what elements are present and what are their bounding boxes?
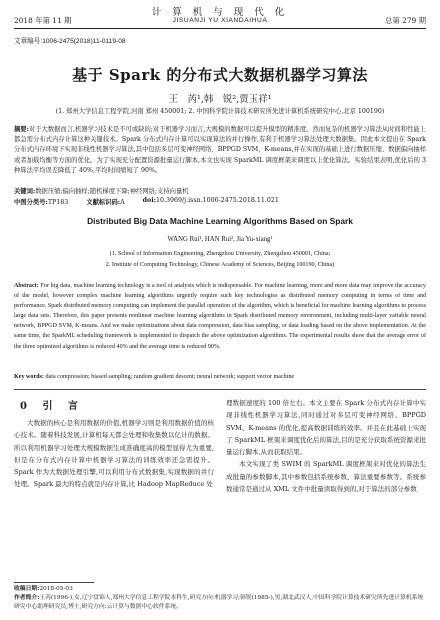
- affiliation-cn: (1. 郑州大学信息工程学院,河南 郑州 450001; 2. 中国科学院计算技术研究所先进计算机系统研究中心,北京 100190): [55, 108, 385, 115]
- section-divider: [14, 389, 426, 390]
- clc-item: [14, 197, 68, 206]
- body-column-right: [226, 397, 426, 495]
- abstract-cn-label: 摘要:: [14, 126, 29, 133]
- journal-name-cn: 计 算 机 与 现 代 化: [151, 7, 289, 18]
- paper-title-en: Distributed Big Data Machine Learning Algorithms Based on Spark: [87, 216, 353, 226]
- affiliation-en-2: 2. Institute of Computing Technology, Chinese Academy of Sciences, Beijing 100190, China): [105, 262, 335, 268]
- body-paragraph: 本文实现了类 SWIM 的 SparkML 调度框架来对优化的算法生成批量的参数脚本,其中参数包括系统参数、算法重要参数等。系统参数通常是通过从 XML 文件中批量读取得到的,对于算法的部分参数: [226, 460, 426, 494]
- author-bio-text: 王芮(1996-),女,辽宁盘锦人,郑州大学信息工程学院本科生,研究方向:机器学习;韩锐(1985-),男,湖北武汉人,中国科学院计算技术研究所先进计算机系统研究中心助理研究员,博士,研究方向:云计算与数据中心软件系统。: [14, 595, 424, 610]
- author-bio-label: 作者简介:: [14, 595, 40, 601]
- authors-cn: 王 芮¹,韩 锐²,贾玉祥¹: [168, 94, 272, 105]
- abstract-cn-text: 对于大数据而言,机器学习技术是不可或缺的;对于机器学习而言,大规模的数据可以提升模型的精准度。然而复杂的机器学习算法从时间和性能上都急需分布式内存计算这种关键技术。Spark 分布式内存计算可以实现算法的并行操作,有利于机器学习算法处理大数据集。因此本文提出在 Spark 分布式内存环境下实现非线性机器学习算法,其中包括多层可变神经网络、BPPGD SVM、K-means,并在实现的基础上进行数据压缩、数据偏向抽样或者加载均衡等方面的优化。为了实现充分配置资源批量运行脚本,本文也实现 SparkML 调度框架来调度以上优化算法。实验结果表明,优化后的 3 种算法平均误差降低了 40%,平均时间缩短了 90%。: [14, 126, 426, 174]
- abstract-en-label: Abstract:: [14, 283, 39, 289]
- classification-line: [14, 197, 426, 206]
- section-number: 0: [20, 401, 33, 412]
- abstract-cn: [14, 125, 426, 176]
- body-column-left: [14, 397, 214, 491]
- abstract-en-text: For big data, machine learning technology is a tool of analysis which is indispensable. For machine learning, more and more data may improve the accuracy of the model, however complex machine learning algorithms urgently require such key technologies as distributed memory computing in terms of time and performance. Spark distributed memory computing can implement the parallel operation of the algorithm, which is beneficial for machine learning algorithms to process large data sets. Therefore, this paper presents nonlinear machine learning algorithms in Spark distributed memory environment, including multi-layer variable neural network, BPPGD SVM, K-means. And we make optimizations about data compression, data bias sampling, or data loading based on the above implementation. At the same time, the SparkML scheduling framework is implemented to dispatch the above optimization algorithms. The experimental results show that the average error of the three optimized algorithms is reduced 40% and the average time is reduced 90%.: [14, 283, 426, 350]
- issue-label: 2018 年第 11 期: [14, 16, 72, 25]
- section-title: 引 言: [42, 401, 84, 412]
- authors-en: WANG Rui¹, HAN Rui², Jia Yu-xiang¹: [167, 236, 273, 243]
- total-issue-label: 总第 279 期: [385, 16, 426, 25]
- clc-label: 中图分类号:: [14, 199, 48, 206]
- journal-name-en: JISUANJI YU XIANDAIHUA: [172, 17, 268, 24]
- received-date-label: 收稿日期:: [14, 586, 40, 592]
- footnote-divider: [14, 582, 94, 583]
- doc-code-item: [86, 197, 124, 206]
- keywords-cn: [14, 187, 426, 197]
- author-bio: [14, 594, 426, 612]
- keywords-en: [14, 372, 426, 382]
- keywords-cn-label: 关键词:: [14, 188, 36, 195]
- doc-code-label: 文献标识码:: [86, 199, 121, 206]
- doi-label: doi:: [142, 197, 156, 204]
- received-date-value: 2018-05-03: [39, 586, 73, 592]
- article-number: 文章编号:1006-2475(2018)11-0119-08: [14, 38, 126, 45]
- running-header: [14, 3, 426, 29]
- body-paragraph: 理数据速度的 100 倍左右。本文主要在 Spark 分布式内存计算中实现非线性机器学习算法,同时通过对多层可变神经网络、BPPGD SVM、K-means 的优化,提高数据训练的效率。并且在此基础上实现了 SparkML 框架来调度优化后的算法,目的是充分获取系统资源来批量运行脚本,从而获取结果。: [226, 399, 426, 457]
- section-heading: [14, 397, 214, 417]
- keywords-en-label: Key words:: [14, 374, 44, 380]
- keywords-cn-text: 数据压缩;偏向抽样;随机梯度下降;神经网络;支持向量机: [35, 188, 189, 195]
- affiliation-en-1: (1. School of Information Engineering, Zhengzhou University, Zhengzhou 450001, China;: [109, 251, 331, 257]
- abstract-en: [14, 281, 426, 352]
- clc-value: TP183: [47, 199, 69, 206]
- body-paragraph: 大数据的核心是利用数据的价值,机器学习则是利用数据价值的核心技术。随着科技发展,计算机每天都会处理和收集数以亿计的数据。所以利用机器学习处理大规模数据生成准确度高的模型显得尤为重要,但是在分布式内存计算中机器学习算法的训练效率还急需提升。Spark 作为大数据处理引擎,可以利用分布式数据集,实现数据的并行处理。Spark 最大的特点就是内存计算,比 Hadoop MapReduce 处: [14, 419, 214, 489]
- doi-item: [143, 197, 279, 206]
- doi-value: 10.3969/j.issn.1006-2475.2018.11.021: [155, 197, 279, 204]
- doc-code-value: A: [120, 199, 125, 206]
- footnotes: [14, 585, 426, 612]
- keywords-en-text: data compression; biased sampling; random gradient descent; neural network; support vector machine: [45, 374, 295, 380]
- received-date: [14, 585, 426, 594]
- paper-title-cn: 基于 Spark 的分布式大数据机器学习算法: [72, 66, 368, 84]
